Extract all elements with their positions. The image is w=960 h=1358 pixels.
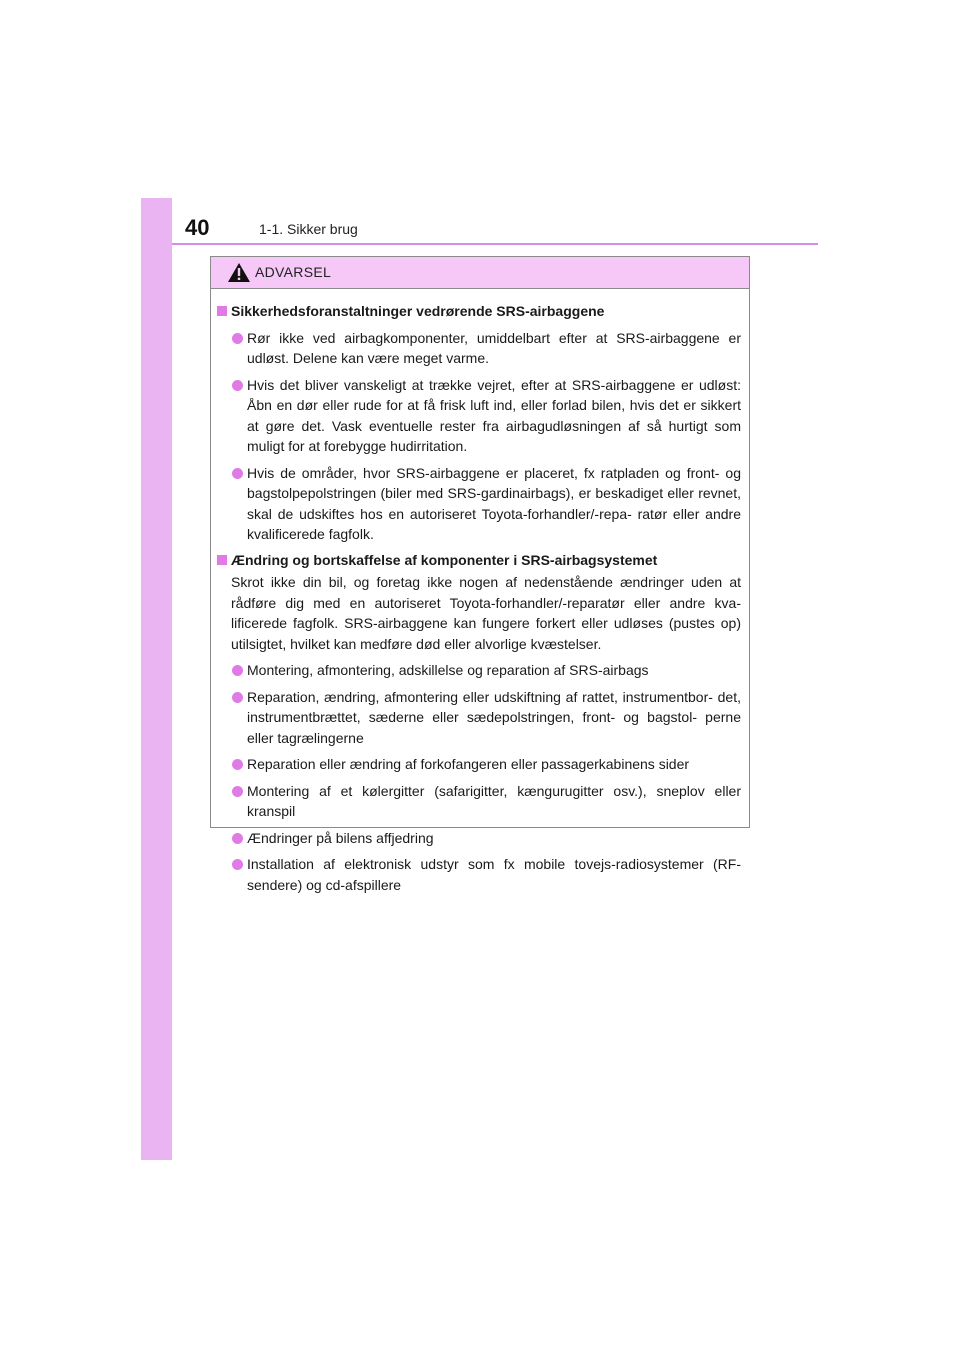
- list-item: [217, 660, 741, 681]
- section-heading-text: Sikkerhedsforanstaltninger vedrørende SRS-airbaggene: [231, 303, 605, 319]
- warning-header: [211, 257, 749, 289]
- list-item: [217, 328, 741, 369]
- circle-bullet-icon: [232, 468, 243, 479]
- section-title: 1-1. Sikker brug: [259, 221, 358, 237]
- warning-body: [211, 289, 749, 895]
- list-item: [217, 781, 741, 822]
- list-item: [217, 463, 741, 545]
- list-item-text: Reparation eller ændring af forkofangeren eller passagerkabinens sider: [247, 756, 690, 772]
- warning-title: ADVARSEL: [255, 264, 332, 280]
- section-heading-airbag-safety: [217, 301, 741, 322]
- list-item: [217, 828, 741, 849]
- square-bullet-icon: [217, 555, 227, 565]
- circle-bullet-icon: [232, 333, 243, 344]
- list-item-text: Montering, afmontering, adskillelse og reparation af SRS-airbags: [247, 662, 649, 678]
- section-heading-modification-disposal: [217, 550, 741, 571]
- page-number: 40: [185, 215, 210, 240]
- circle-bullet-icon: [232, 665, 243, 676]
- circle-bullet-icon: [232, 786, 243, 797]
- list-item-text: Montering af et kølergitter (safarigitter, kængurugitter osv.), sneplov eller kranspil: [247, 782, 741, 819]
- circle-bullet-icon: [232, 859, 243, 870]
- chapter-side-tab: [141, 198, 172, 1160]
- circle-bullet-icon: [232, 759, 243, 770]
- list-item: [217, 854, 741, 895]
- section-paragraph: Skrot ikke din bil, og foretag ikke nogen af nedenstående ændringer uden at rådføre dig med en autoriseret Toyota-forhandler/-reparatør eller andre kva- lificerede fagfolk. SRS-airbaggene kan fungere forkert eller udløses (pustes op) utilsigtet, hvilket kan medføre død eller alvorlige kvæstelser.: [231, 574, 741, 652]
- circle-bullet-icon: [232, 833, 243, 844]
- list-item-text: Reparation, ændring, afmontering eller udskiftning af rattet, instrumentbor- det, instrumentbrættet, sæderne eller sædepolstringen, front- og bagstol- perne eller tagrælingerne: [247, 688, 741, 746]
- header-divider: [172, 243, 818, 245]
- circle-bullet-icon: [232, 380, 243, 391]
- section-heading-text: Ændring og bortskaffelse af komponenter i SRS-airbagsystemet: [231, 551, 658, 568]
- warning-triangle-icon: [228, 263, 250, 282]
- warning-box: [210, 256, 750, 893]
- list-item-text: Hvis de områder, hvor SRS-airbaggene er placeret, fx ratpladen og front- og bagstolpepolstringen (biler med SRS-gardinairbags), er beskadiget eller revnet, skal de udskiftes hos en autoriseret Toyota-forhandler/-repa- ratør eller andre kvalificerede fagfolk.: [247, 464, 741, 542]
- list-item: [217, 754, 741, 775]
- list-item: [217, 375, 741, 457]
- square-bullet-icon: [217, 306, 227, 316]
- list-item-text: Installation af elektronisk udstyr som fx mobile tovejs-radiosystemer (RF- sendere) og cd-afspillere: [247, 856, 741, 893]
- list-item-text: Hvis det bliver vanskeligt at trække vejret, efter at SRS-airbaggene er udløst: Åbn en dør eller rude for at få frisk luft ind, eller forlad bilen, hvis det er sikkert at gøre det. Vask eventuelle rester fra airbagudløsningen af så hurtigt som muligt for at forebygge hudirritation.: [247, 376, 741, 454]
- list-item: [217, 687, 741, 749]
- list-item-text: Rør ikke ved airbagkomponenter, umiddelbart efter at SRS-airbaggene er udløst. Delene kan være meget varme.: [247, 329, 741, 366]
- circle-bullet-icon: [232, 692, 243, 703]
- list-item-text: Ændringer på bilens affjedring: [247, 829, 434, 846]
